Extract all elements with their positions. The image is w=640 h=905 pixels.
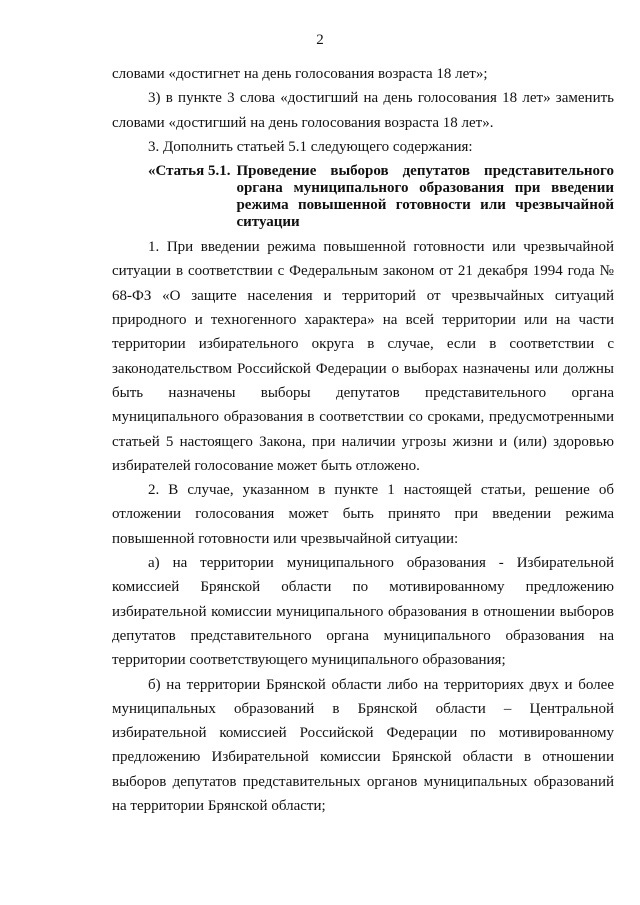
paragraph-item-3: 3) в пункте 3 слова «достигший на день голосования 18 лет» заменить словами «достигший на день голосования возраста 18 лет». — [112, 90, 614, 131]
article-title: Проведение выборов депутатов представительного органа муниципального образования при введении режима повышенной готовности или чрезвычайной ситуации — [236, 163, 614, 231]
paragraph-clause-1: 1. При введении режима повышенной готовности или чрезвычайной ситуации в соответствии с Федеральным законом от 21 декабря 1994 года № 68-ФЗ «О защите населения и территорий от чрезвычайных ситуаций природного и техногенного характера» на всей территории или на части территории избирательного округа в случае, если в соответствии с законодательством Российской Федерации о выборах назначены или должны быть назначены выборы депутатов представительного органа муниципального образования в соответствии со сроками, предусмотренными статьей 5 настоящего Закона, при наличии угрозы жизни и (или) здоровью избирателей голосование может быть отложено. — [112, 239, 614, 474]
paragraph-amendment-3: 3. Дополнить статьей 5.1 следующего содержания: — [148, 138, 473, 155]
paragraph-clause-2: 2. В случае, указанном в пункте 1 настоящей статьи, решение об отложении голосования может быть принято при введении режима повышенной готовности или чрезвычайной ситуации: — [112, 482, 614, 547]
paragraph-subclause-a: а) на территории муниципального образования - Избирательной комиссией Брянской области по мотивированному предложению избирательной комиссии муниципального образования в отношении выборов депутатов представительного органа муниципального образования на территории соответствующего муниципального образования; — [112, 555, 614, 669]
paragraph-continuation: словами «достигнет на день голосования возраста 18 лет»; — [112, 66, 488, 82]
document-body — [112, 62, 614, 818]
article-number: «Статья 5.1. — [148, 163, 231, 180]
article-heading — [148, 163, 614, 231]
paragraph-subclause-b: б) на территории Брянской области либо на территориях двух и более муниципальных образований в Брянской области – Центральной избирательной комиссией Российской Федерации по мотивированному предложению Избирательной комиссии Брянской области в отношении выборов депутатов представительных органов муниципальных образований на территории Брянской области; — [112, 676, 614, 815]
page-number: 2 — [316, 32, 324, 48]
